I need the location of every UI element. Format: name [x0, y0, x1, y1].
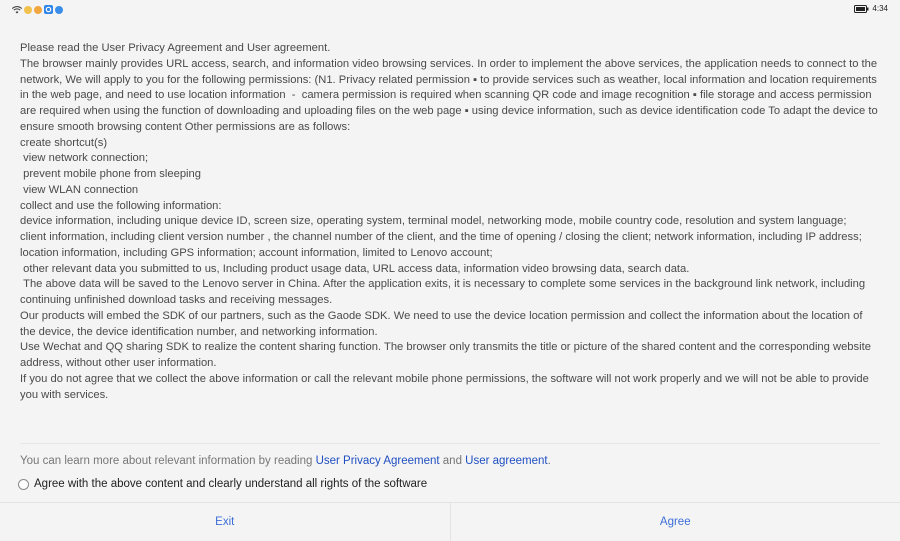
- divider: [20, 443, 880, 444]
- agreement-paragraph: Use Wechat and QQ sharing SDK to realize the content sharing function. The browser only transmits the title or picture of the shared content and the corresponding website address, without other user information.: [20, 340, 880, 372]
- agreement-paragraph: view network connection;: [20, 151, 880, 167]
- agree-checkbox-row[interactable]: [18, 478, 427, 490]
- agreement-paragraph: The above data will be saved to the Lenovo server in China. After the application exits, it is necessary to complete some services in the background link network, including continuing unfinished download tasks and receiving messages.: [20, 277, 880, 309]
- learn-more-text: [20, 455, 551, 467]
- user-privacy-agreement-link[interactable]: User Privacy Agreement: [316, 455, 440, 467]
- browser-icon: [44, 5, 53, 14]
- user-agreement-link[interactable]: User agreement: [465, 455, 547, 467]
- status-icons-left: [12, 5, 63, 14]
- agreement-paragraph: create shortcut(s): [20, 136, 880, 152]
- action-buttons: [0, 502, 900, 541]
- learn-more-suffix: .: [548, 455, 551, 467]
- learn-more-middle: and: [440, 455, 466, 467]
- agreement-paragraph: If you do not agree that we collect the above information or call the relevant mobile phone permissions, the software will not work properly and we will not be able to provide you with services.: [20, 372, 880, 404]
- notification-icon: [24, 6, 32, 14]
- status-bar: [0, 0, 900, 20]
- agreement-paragraph: other relevant data you submitted to us, Including product usage data, URL access data, information video browsing data, search data.: [20, 262, 880, 278]
- agree-button[interactable]: Agree: [450, 503, 900, 541]
- agreement-paragraph: Our products will embed the SDK of our partners, such as the Gaode SDK. We need to use the device location permission and collect the information about the location of the device, the device identification number, and networking information.: [20, 309, 880, 341]
- clock-time: 4:34: [872, 4, 888, 13]
- agreement-paragraph: client information, including client version number , the channel number of the client, and the time of opening / closing the client; network information, including IP address; location information, including GPS information; account information, limited to Lenovo account;: [20, 230, 880, 262]
- agreement-paragraph: device information, including unique device ID, screen size, operating system, terminal model, networking mode, mobile country code, resolution and system language;: [20, 214, 880, 230]
- agreement-paragraph: collect and use the following information:: [20, 199, 880, 215]
- learn-more-prefix: You can learn more about relevant information by reading: [20, 455, 316, 467]
- wifi-icon: [12, 6, 22, 14]
- agreement-paragraph: The browser mainly provides URL access, search, and information video browsing services. In order to implement the above services, the application needs to connect to the network, We will apply to you for the following permissions: (N1. Privacy related permission ▪ to provide services such as weather, local information and location requirements in the web page, and need to use location information - camera permission is required when scanning QR code and image recognition ▪ file storage and access permission are required when using the function of downloading and uploading files on the web page ▪ using device information, such as device identification code To adapt the device to ensure smooth browsing content Other permissions are as follows:: [20, 57, 880, 136]
- app-icon: [34, 6, 42, 14]
- exit-button[interactable]: Exit: [0, 503, 450, 541]
- battery-icon: [854, 5, 869, 13]
- status-icons-right: [854, 4, 888, 13]
- agreement-paragraph: Please read the User Privacy Agreement and User agreement.: [20, 41, 880, 57]
- agreement-paragraph: prevent mobile phone from sleeping: [20, 167, 880, 183]
- agree-checkbox-label[interactable]: Agree with the above content and clearly understand all rights of the software: [34, 478, 427, 490]
- agreement-text: [20, 41, 880, 403]
- agreement-paragraph: view WLAN connection: [20, 183, 880, 199]
- app-icon-blue: [55, 6, 63, 14]
- agree-radio-button[interactable]: [18, 479, 29, 490]
